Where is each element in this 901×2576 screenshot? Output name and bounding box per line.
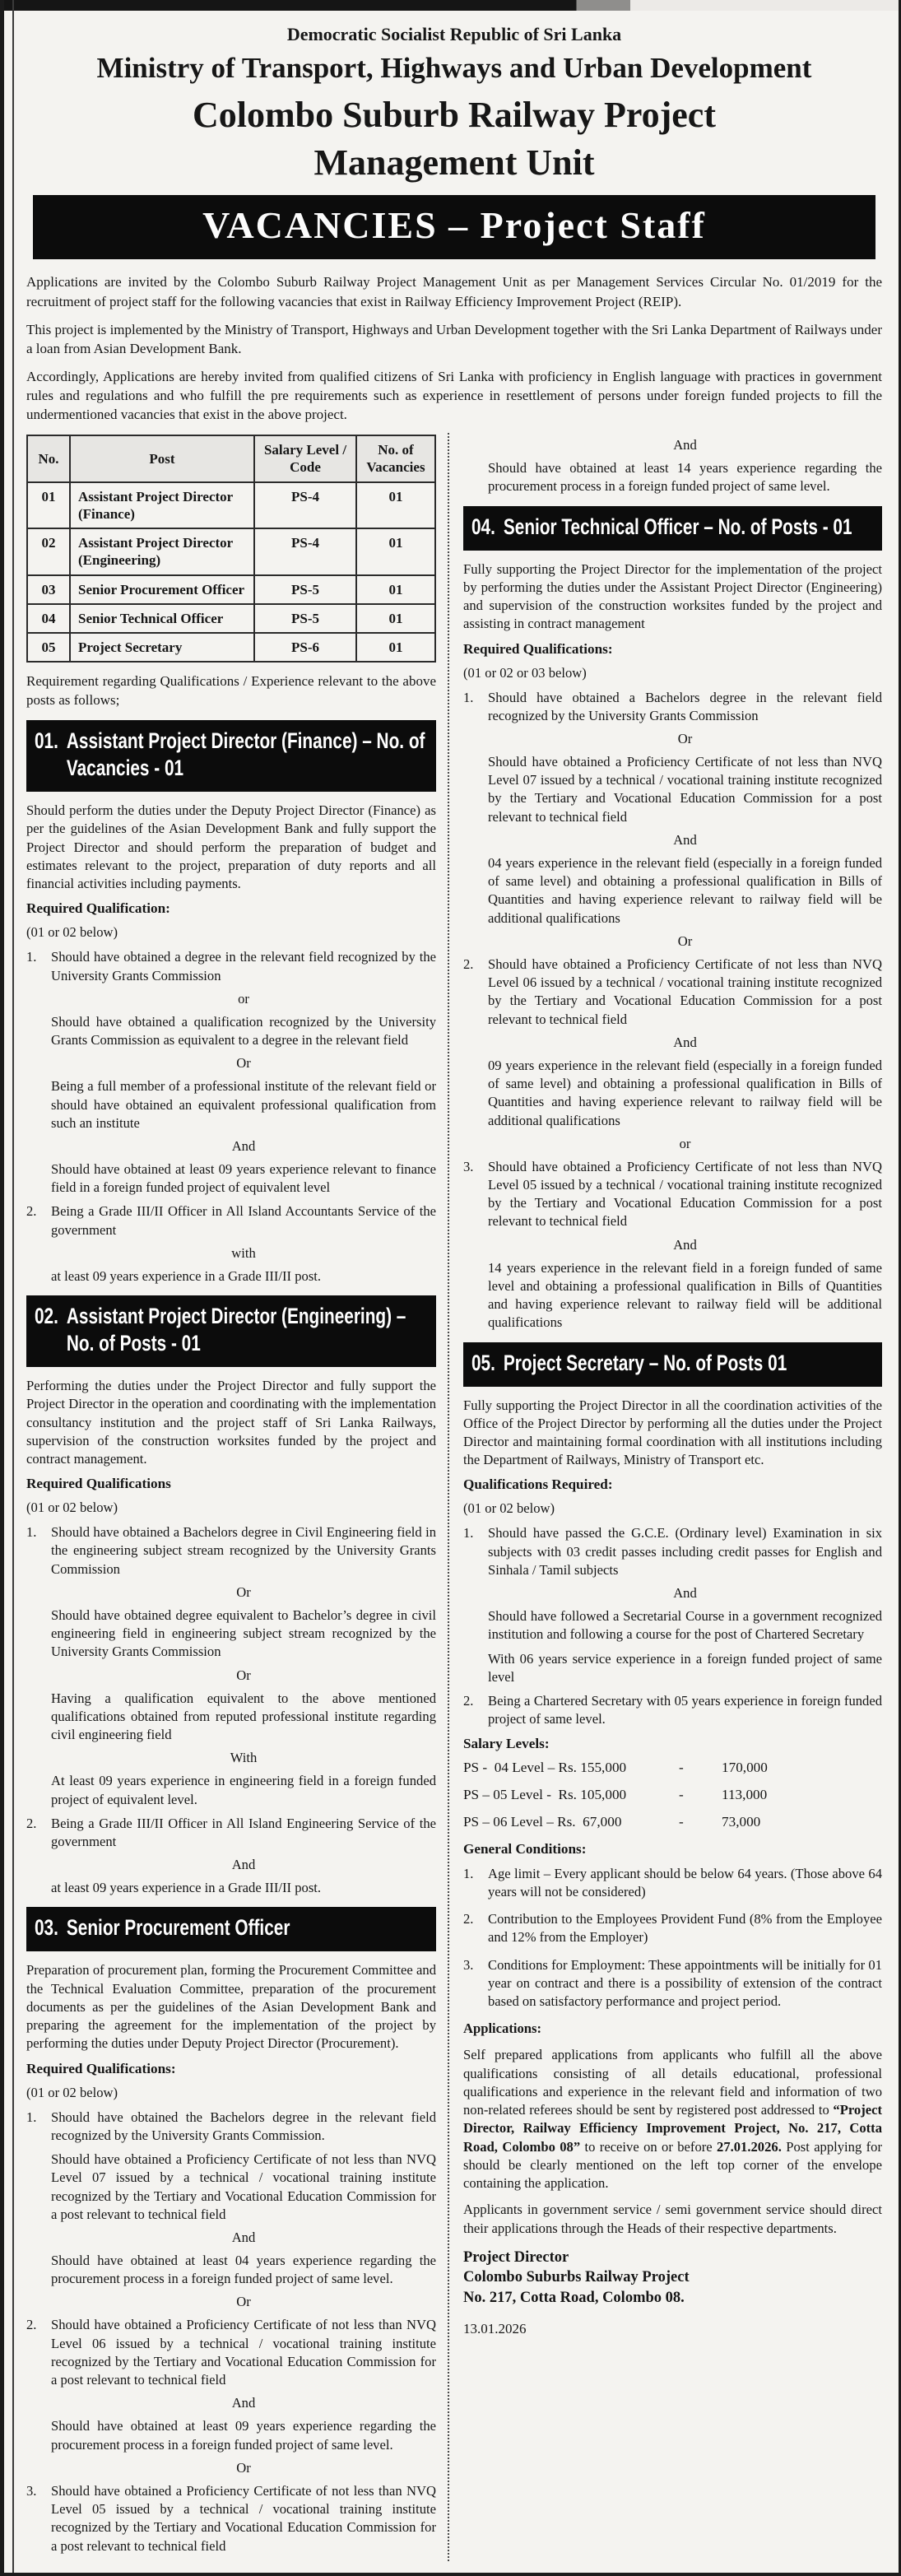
connector-word: And	[673, 1585, 697, 1602]
item-text: Age limit – Every applicant should be below 64 years. (Those above 64 years will not be considered)	[488, 1865, 882, 1899]
section-title: Project Secretary – No. of Posts 01	[503, 1350, 787, 1375]
item-text: Should have obtained a Proficiency Certificate of not less than NVQ Level 06 issued by a technical / vocational training institute recognized by the Tertiary and Vocational Education Commission for a post relevant to technical field	[51, 2317, 436, 2388]
connector-word: Or	[236, 2294, 251, 2310]
salary-range-max: 170,000	[722, 1759, 768, 1775]
item-text: Should have obtained a degree in the relevant field recognized by the University Grants Commission	[51, 949, 436, 983]
item-number: 2.	[26, 1815, 37, 1831]
item-number: 2.	[463, 1911, 474, 1927]
table-header-vacancies: No. of Vacancies	[356, 435, 435, 482]
requirement-note: Requirement regarding Qualifications / Experience relevant to the above posts as follows;	[26, 673, 436, 709]
connector-word: Or	[236, 1055, 251, 1072]
table-cell: 05	[27, 633, 70, 662]
item-number: 2.	[463, 956, 474, 972]
vacancies-table	[26, 435, 436, 663]
item-number: 1.	[463, 1525, 474, 1541]
table-header-row	[27, 435, 435, 482]
qualifications-label: Required Qualifications:	[463, 640, 613, 657]
qualifications-note: (01 or 02 below)	[463, 1500, 555, 1517]
section-01	[26, 720, 436, 1286]
item-text: Contribution to the Employees Provident Fund (8% from the Employee and 12% from the Employer)	[488, 1911, 882, 1946]
item-number: 3.	[463, 1956, 474, 1973]
table-cell: 01	[356, 604, 435, 633]
applications-section	[463, 2020, 882, 2238]
salary-range-separator: -	[679, 1759, 684, 1775]
salary-range-separator: -	[679, 1786, 684, 1802]
item-text: Being a Grade III/II Officer in All Island Engineering Service of the government	[51, 1815, 436, 1850]
applications-paragraph	[463, 2046, 882, 2192]
unit-title-line1: Colombo Suburb Railway Project	[193, 95, 716, 136]
qualification-subtext: Should have obtained at least 09 years experience relevant to finance field in a foreign funded project of equivalent level	[51, 1160, 436, 1196]
connector-word: With	[230, 1750, 258, 1766]
intro-paragraph: This project is implemented by the Ministry of Transport, Highways and Urban Development together with the Sri Lanka Department of Railways under a loan from Asian Development Bank.	[26, 321, 882, 356]
salary-range-separator: -	[679, 1813, 684, 1830]
section-header-inner	[35, 1914, 428, 1941]
table-header-post: Post	[70, 435, 254, 482]
table-cell: PS-5	[254, 575, 356, 604]
connector-word: Or	[677, 730, 693, 746]
applications-address: “Project Director, Railway Efficiency Improvement Project, No. 217, Cotta Road, Colombo 08”	[463, 2102, 882, 2155]
qualifications-label: Required Qualifications:	[26, 2060, 176, 2076]
salary-range-label: PS – 06 Level – Rs. 67,000	[463, 1813, 622, 1830]
applications-label: Applications:	[463, 2020, 541, 2037]
section-05	[463, 1342, 882, 1729]
qualifications-note: (01 or 02 or 03 below)	[463, 664, 587, 681]
qualification-subtext: Should have obtained at least 04 years experience regarding the procurement process in a foreign funded project of same level.	[51, 2253, 436, 2287]
qualification-item	[463, 1692, 882, 1728]
connector-word: And	[231, 1857, 256, 1873]
qualifications-label: Qualifications Required:	[463, 1476, 613, 1493]
qualification-item	[26, 2482, 436, 2555]
table-cell: 03	[27, 575, 70, 604]
section-description: Performing the duties under the Project Director and fully support the Project Director in the operation and coordinating with the implementation consultancy institution and the project staff of Sri Lanka Railways, supervision of the construction worksites funded by the project and contract management.	[26, 1378, 436, 1467]
section-number: 04.	[471, 514, 495, 539]
salary-row	[463, 1814, 882, 1830]
salary-row	[463, 1787, 882, 1803]
connector-word: And	[231, 1137, 256, 1154]
item-text: Should have obtained a Proficiency Certificate of not less than NVQ Level 06 issued by a technical / vocational training institute recognized by the Tertiary and Vocational Education Commission for a post relevant to technical field	[488, 956, 882, 1027]
salary-levels	[463, 1760, 882, 1830]
table-cell: 01	[356, 482, 435, 529]
item-text: Should have obtained a Proficiency Certificate of not less than NVQ Level 05 issued by a technical / vocational training institute recognized by the Tertiary and Vocational Education Commission for a post relevant to technical field	[488, 1158, 882, 1230]
connector-word: And	[673, 1034, 697, 1050]
section-title: Assistant Project Director (Engineering) – No. of Posts - 01	[66, 1304, 406, 1356]
qualification-subtext: Should have obtained a qualification recognized by the University Grants Commission as equivalent to a degree in the relevant field	[51, 1013, 436, 1049]
item-number: 1.	[463, 689, 474, 705]
unit-title	[26, 91, 882, 187]
right-column	[448, 433, 882, 2561]
qualifications-label: Required Qualification:	[26, 900, 170, 917]
table-cell: Senior Procurement Officer	[70, 575, 254, 604]
two-column-body	[26, 433, 882, 2561]
table-cell: 01	[356, 575, 435, 604]
section-description: Fully supporting the Project Director for the implementation of the project by performing the duties under the Assistant Project Director (Engineering) and supervision of the construction worksites funded by the project and assisting in contract management	[463, 560, 882, 632]
table-cell: Project Secretary	[70, 633, 254, 662]
qualification-item	[463, 1524, 882, 1579]
general-conditions-list	[463, 1865, 882, 2011]
connector-word: or	[238, 990, 249, 1007]
section-header	[26, 720, 436, 792]
table-row	[27, 482, 435, 529]
section-03	[26, 1907, 436, 2555]
general-condition-item	[463, 1910, 882, 1946]
table-cell: 01	[356, 633, 435, 662]
qualification-subtext: 09 years experience in the relevant field (especially in a foreign funded of same level) and obtaining a professional qualification in Bills of Quantities and having experience relevant to railway field will be additional qualifications	[488, 1057, 882, 1128]
qualification-item	[26, 2109, 436, 2145]
top-border	[4, 0, 899, 11]
section-02	[26, 1295, 436, 1897]
table-header-salary: Salary Level / Code	[254, 435, 356, 482]
country-title: Democratic Socialist Republic of Sri Lanka	[286, 24, 622, 44]
qualification-item	[26, 1523, 436, 1579]
section-header-inner	[35, 1303, 428, 1357]
qualification-subtext: at least 09 years experience in a Grade III/II post.	[51, 1267, 322, 1284]
applications-text: Post applying for should be clearly mentioned on the left top corner of the envelope containing the application.	[463, 2138, 882, 2192]
connector-word: And	[673, 831, 697, 848]
table-row	[27, 575, 435, 604]
section-number: 02.	[35, 1304, 58, 1329]
item-text: Should have obtained a Bachelors degree in Civil Engineering field in the engineering subject stream recognized by the University Grants Commission	[51, 1524, 436, 1577]
item-text: Conditions for Employment: These appointments will be initially for 01 year on contract and there is a possibility of extension of the contract based on satisfactory performance and project period.	[488, 1956, 882, 2009]
item-number: 2.	[463, 1693, 474, 1709]
section-03-continuation	[463, 437, 882, 495]
unit-title-line2: Management Unit	[313, 142, 595, 184]
salary-row	[463, 1760, 882, 1776]
item-text: Should have obtained the Bachelors degree in the relevant field recognized by the University Grants Commission.	[51, 2109, 436, 2143]
table-row	[27, 528, 435, 575]
table-cell: Senior Technical Officer	[70, 604, 254, 633]
connector-word: Or	[677, 932, 693, 949]
intro-paragraph: Applications are invited by the Colombo Suburb Railway Project Management Unit as per Management Services Circular No. 01/2019 for the recruitment of project staff for the following vacancies that exist in Railway Efficiency Improvement Project (REIP).	[26, 274, 882, 309]
table-cell: Assistant Project Director (Engineering)	[70, 528, 254, 575]
item-number: 3.	[463, 1158, 474, 1174]
qualifications-note: (01 or 02 below)	[26, 924, 118, 941]
table-cell: PS-4	[254, 528, 356, 575]
section-header	[26, 1295, 436, 1367]
table-cell: 01	[27, 482, 70, 529]
section-number: 05.	[471, 1350, 495, 1375]
qualification-subtext: Should have obtained a Proficiency Certificate of not less than NVQ Level 07 issued by a technical / vocational training institute recognized by the Tertiary and Vocational Education Commission for a post relevant to technical field	[488, 753, 882, 825]
vacancies-banner: VACANCIES – Project Staff	[33, 195, 875, 259]
qualification-item	[26, 1815, 436, 1851]
table-cell: PS-5	[254, 604, 356, 633]
section-title: Senior Procurement Officer	[66, 1915, 290, 1941]
item-text: Being a Grade III/II Officer in All Island Accountants Service of the government	[51, 1203, 436, 1238]
intro-paragraph: Accordingly, Applications are hereby invited from qualified citizens of Sri Lanka with proficiency in English language with practices in government rules and regulations and who fulfill the pre requirements such as experience in resettlement of persons under foreign funded projects to fill the undermentioned vacancies that exist in the above project.	[26, 368, 882, 423]
applications-text: Self prepared applications from applicants who fulfill all the above qualifications consisting of all details educational, professional qualifications and experience in the relevant field and information of two non-related referees should be sent by registered post addressed to	[463, 2047, 882, 2118]
qualification-item	[463, 956, 882, 1029]
table-cell: 02	[27, 528, 70, 575]
general-condition-item	[463, 1865, 882, 1901]
table-row	[27, 633, 435, 662]
section-header-inner	[471, 1350, 874, 1377]
connector-word: And	[673, 1236, 697, 1253]
connector-word: or	[679, 1135, 691, 1151]
signature-block	[463, 2248, 882, 2308]
table-cell: Assistant Project Director (Finance)	[70, 482, 254, 529]
item-number: 2.	[26, 1203, 37, 1220]
general-condition-item	[463, 1956, 882, 2011]
intro-paragraphs	[26, 272, 882, 424]
qualification-subtext: at least 09 years experience in a Grade III/II post.	[51, 1880, 322, 1896]
section-header	[463, 506, 882, 551]
salary-range-max: 113,000	[722, 1786, 768, 1802]
signature-line: Colombo Suburbs Railway Project	[463, 2269, 690, 2286]
section-number: 01.	[35, 728, 58, 754]
section-number: 03.	[35, 1915, 58, 1941]
connector-word: Or	[236, 1583, 251, 1600]
salary-levels-label: Salary Levels:	[463, 1735, 550, 1751]
qualification-item	[463, 1158, 882, 1231]
signature-line: No. 217, Cotta Road, Colombo 08.	[463, 2289, 685, 2306]
ministry-title: Ministry of Transport, Highways and Urban Development	[96, 52, 812, 84]
table-cell: PS-4	[254, 482, 356, 529]
table-cell: PS-6	[254, 633, 356, 662]
connector-word: Or	[236, 1667, 251, 1683]
qualification-subtext: 04 years experience in the relevant field (especially in a foreign funded of same level) and obtaining a professional qualification in Bills of Quantities and having experience relevant to railway field will be additional qualifications	[488, 854, 882, 926]
signature-line: Project Director	[463, 2248, 569, 2266]
salary-range-label: PS - 04 Level – Rs. 155,000	[463, 1759, 627, 1775]
section-header-inner	[35, 728, 428, 782]
item-number: 1.	[26, 949, 37, 965]
qualification-item	[463, 689, 882, 725]
item-number: 3.	[26, 2482, 37, 2499]
publication-date: 13.01.2026	[463, 2321, 527, 2337]
qualification-subtext: Should have followed a Secretarial Course in a government recognized institution and following a course for the post of Chartered Secretary	[488, 1608, 882, 1643]
qualifications-note: (01 or 02 below)	[26, 1500, 118, 1516]
applications-deadline: 27.01.2026.	[717, 2138, 782, 2155]
section-description: Should perform the duties under the Deputy Project Director (Finance) as per the guidelines of the Asian Development Bank and fully support the Project Director and should perform the preparation of budget and estimates relevant to the project, preparation of duty reports and all financial activities including payments.	[26, 802, 436, 892]
item-text: Should have passed the G.C.E. (Ordinary level) Examination in six subjects with 03 credit passes including credit passes for English and Sinhala / Tamil subjects	[488, 1525, 882, 1578]
item-number: 1.	[463, 1865, 474, 1881]
section-title: Senior Technical Officer – No. of Posts - 01	[503, 514, 852, 539]
connector-word: Or	[236, 2459, 251, 2476]
left-column	[26, 433, 448, 2561]
item-text: Being a Chartered Secretary with 05 years experience in foreign funded project of same level.	[488, 1693, 882, 1727]
item-text: Should have obtained a Bachelors degree in the relevant field recognized by the University Grants Commission	[488, 689, 882, 723]
section-description: Preparation of procurement plan, forming the Procurement Committee and the Technical Evaluation Committee, preparation of the procurement documents as per the guidelines of the Asian Development Bank and preparing the agreement for the implementation of the project by performing the duties under Deputy Project Director (Procurement).	[26, 1962, 436, 2052]
connector-word: And	[231, 2395, 256, 2411]
connector-word: And	[231, 2230, 256, 2245]
applications-text: to receive on or before	[580, 2138, 718, 2155]
table-cell: 01	[356, 528, 435, 575]
qualification-subtext: Having a qualification equivalent to the above mentioned qualifications obtained from reputed professional institute regarding civil engineering field	[51, 1690, 436, 1743]
qualification-subtext: Should have obtained degree equivalent to Bachelor’s degree in civil engineering field in engineering subject stream recognized by the University Grants Commission	[51, 1607, 436, 1660]
qualifications-label: Required Qualifications	[26, 1476, 171, 1492]
item-number: 1.	[26, 2109, 37, 2125]
connector-word: And	[673, 437, 697, 453]
section-header-inner	[471, 514, 874, 541]
item-number: 2.	[26, 2317, 37, 2333]
table-cell: 04	[27, 604, 70, 633]
qualification-subtext: Should have obtained at least 09 years experience regarding the procurement process in a foreign funded project of same level.	[51, 2418, 436, 2453]
table-row	[27, 604, 435, 633]
item-number: 1.	[26, 1524, 37, 1541]
qualification-item	[26, 2316, 436, 2389]
qualification-subtext: 14 years experience in the relevant field in a foreign funded of same level and obtaining a professional qualification in Bills of Quantities and having experience relevant to railway field will be additional qualifications	[488, 1259, 882, 1331]
item-text: Should have obtained a Proficiency Certificate of not less than NVQ Level 05 issued by a technical / vocational training institute recognized by the Tertiary and Vocational Education Commission for a post relevant to technical field	[51, 2482, 436, 2554]
qualification-subtext: Should have obtained a Proficiency Certificate of not less than NVQ Level 07 issued by a technical / vocational training institute recognized by the Tertiary and Vocational Education Commission for a post relevant to technical field	[51, 2151, 436, 2222]
section-header	[26, 1907, 436, 1951]
table-header-no: No.	[27, 435, 70, 482]
applications-paragraph: Applicants in government service / semi government service should direct their applications through the Heads of their respective departments.	[463, 2202, 882, 2236]
section-04	[463, 506, 882, 1332]
qualification-subtext: Being a full member of a professional institute of the relevant field or should have obtained an equivalent professional qualification from such an institute	[51, 1078, 436, 1131]
qualification-item	[26, 1202, 436, 1239]
qualification-subtext: Should have obtained at least 14 years experience regarding the procurement process in a foreign funded project of same level.	[488, 460, 882, 495]
section-description: Fully supporting the Project Director in all the coordination activities of the Office of the Project Director by performing all the duties under the Project Director and maintaining formal coordination with all institutions including the Department of Railways, Ministry of Transport etc.	[463, 1397, 882, 1468]
general-conditions-label: General Conditions:	[463, 1840, 587, 1857]
section-title: Assistant Project Director (Finance) – No. of Vacancies - 01	[66, 728, 425, 781]
salary-range-label: PS – 05 Level - Rs. 105,000	[463, 1786, 627, 1802]
qualifications-note: (01 or 02 below)	[26, 2084, 118, 2100]
qualification-subtext: With 06 years service experience in a foreign funded project of same level	[488, 1650, 882, 1685]
qualification-item	[26, 948, 436, 984]
section-header	[463, 1342, 882, 1387]
connector-word: with	[231, 1244, 256, 1261]
qualification-subtext: At least 09 years experience in engineering field in a foreign funded project of equivalent level.	[51, 1773, 436, 1807]
salary-range-max: 73,000	[722, 1813, 761, 1830]
